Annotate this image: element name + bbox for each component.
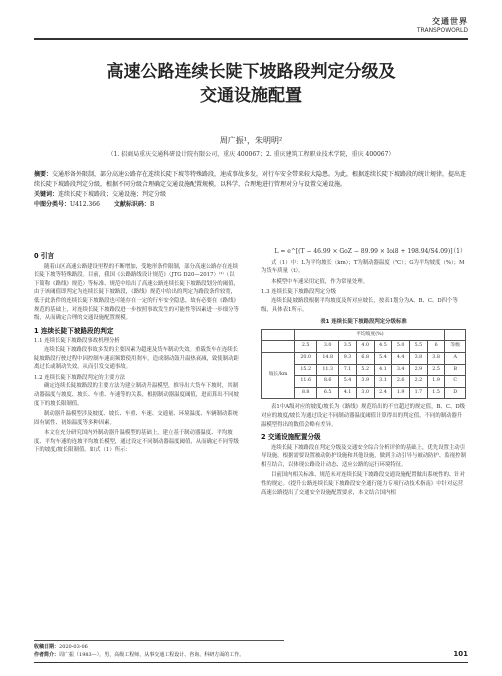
- table-cell: 3.9: [356, 376, 374, 388]
- table-header-cell: 2.5: [295, 341, 317, 353]
- formula-explanation: 式（1）中：L为平均坡长（km）；T为制动器温度（℃）；G为平均坡度（%）；M为货车质量（t）。: [261, 259, 465, 275]
- table-cell: 1.9: [392, 387, 410, 399]
- bottom-rule: [34, 662, 468, 663]
- abstract-block: [34, 170, 468, 210]
- table-header-cell: 5.5: [410, 341, 428, 353]
- left-column: [34, 248, 239, 457]
- table-cell: B: [445, 364, 466, 376]
- table-cell: 15.2: [295, 364, 317, 376]
- header-rule: [34, 38, 468, 40]
- table-row-label: 坡长/km: [262, 352, 295, 398]
- doc-value: B: [149, 201, 155, 208]
- table-cell: 5.2: [356, 364, 374, 376]
- table-header-cell: 5.0: [392, 341, 410, 353]
- table-header-cell: 4.5: [374, 341, 392, 353]
- table-row: [262, 352, 466, 364]
- clc-label: 中图分类号：: [34, 201, 71, 208]
- table-cell: 2.9: [410, 364, 428, 376]
- table-cell: 5.4: [374, 352, 392, 364]
- abstract-text: 交通形备外限制，部分高速公路存在连续长陡下坡等特殊路段，速成事故多发，对行车安全带来较大隐患。为此，根据连续长陡下坡路段的统计规律，提出连续长陡下坡路段判定分级，根据不同分级合理确定交通设施配置规模，以科学、合理地进行管理对分与设置交通设施。: [34, 171, 467, 188]
- table-cell: 7.1: [339, 364, 357, 376]
- table-subheader-row: [262, 329, 466, 341]
- table-cell: 2.4: [374, 387, 392, 399]
- keywords: [34, 190, 468, 200]
- formula-text: L = e^[(T − 46.99 × GoZ − 89.99 × Ioi8 + 198.94/S4.09)]: [274, 248, 453, 255]
- table-cell: D: [445, 387, 466, 399]
- table-header-blank: [262, 341, 295, 353]
- footnote: [34, 640, 284, 659]
- right-column: [261, 248, 466, 499]
- doc-label: 文献标识码：: [113, 201, 150, 208]
- table-cell: 3.0: [356, 387, 374, 399]
- table-header-cell: 等级: [445, 341, 466, 353]
- bio-label: 作者简介：: [34, 652, 60, 658]
- paper-title: [34, 60, 468, 108]
- keywords-text: 连续长陡下坡路段；交通设施；判定分级: [58, 191, 167, 198]
- formula-number: （1）: [450, 248, 466, 255]
- clc-value: U412.366: [70, 201, 100, 208]
- table-cell: 2.2: [410, 376, 428, 388]
- table-cell: 8.6: [317, 376, 339, 388]
- section-0-title: 0 引言: [34, 252, 55, 260]
- table-cell: 1.7: [410, 387, 428, 399]
- section-2-title: 2 交通设施配置分级: [261, 433, 321, 442]
- abstract-label: 摘要：: [34, 171, 53, 178]
- brand-cn: 交通世界: [432, 16, 468, 26]
- abstract: [34, 170, 468, 190]
- table-corner-right: [445, 329, 466, 341]
- table-header-row: [262, 341, 466, 353]
- grade-table: [261, 329, 466, 400]
- table-cell: 2.5: [427, 364, 445, 376]
- table-subheader: 平均坡度(%): [295, 329, 445, 341]
- table-cell: 14.8: [317, 352, 339, 364]
- table-header-cell: 4.0: [356, 341, 374, 353]
- title-line-2: 交通设施配置: [200, 86, 302, 106]
- table-cell: 1.5: [427, 387, 445, 399]
- table-cell: 11.3: [317, 364, 339, 376]
- brand-en: TRANSPOWORLD: [416, 27, 468, 34]
- table-cell: 4.1: [339, 387, 357, 399]
- table-cell: 6.8: [356, 352, 374, 364]
- received-line: [34, 643, 284, 651]
- classification-row: [34, 200, 468, 210]
- table-cell: A: [445, 352, 466, 364]
- table-cell: 20.0: [295, 352, 317, 364]
- table-cell: 6.5: [317, 387, 339, 399]
- section-1-3-paragraph: 连续长陡坡路段根据平均坡度及所对应坡长，按表1划分为A、B、C、D四个等级，具体表1所示。: [261, 297, 458, 313]
- section-1-2-title: 1.2 连续长陡下坡路段判定的主要方法: [34, 374, 126, 381]
- section-2-paragraph-1: 连续长陡下坡路段在判定分级及交通安全综合分析评价的基础上，优先设置主动引导设施，根据需要设置被动防护设施和其他设施，做到主动引导与被动防护、监视控制相互结合，以体现公路设计动态、适应公路的运行环境特征。: [261, 444, 466, 468]
- table-corner: [262, 329, 295, 341]
- table-cell: 8.8: [295, 387, 317, 399]
- received-label: 收稿日期：: [34, 644, 60, 650]
- table-cell: 3.8: [410, 352, 428, 364]
- section-0-paragraph: 随着山区高速公路建设里程的不断增加，受地形条件限制，部分高速公路存在连续长陡下坡等特殊路段。目前，我国《公路路线设计规范》（JTG D20—2017）⁽¹⁾（以下简称《路线》规范）等标准、规范中给出了高速公路连续长陡下坡路段划分的阈值，由于该阈值即判定为连续长陡下坡路段，《路线》规范中给出的判定为路段条件较宽，低于此条件的连续长陡下坡路段也可能存在一定的行车安全隐患，故有必要在《路线》规范的基础上，对连续长陡下坡路段进一步按照事故发生的可能性等因素进一步细分等级，从而确定合理的交通设施配置规模。: [34, 263, 239, 322]
- table-cell: 11.6: [295, 376, 317, 388]
- table-cell: 4.1: [374, 364, 392, 376]
- section-1-2-paragraph-2: 制动器升温模型涉及坡度、坡长、车重、车速、交通量、环境温度、车辆制动系统固有属性、初始温度等多种因素。: [34, 411, 239, 426]
- authors: 周广振¹，朱明明²: [219, 136, 283, 145]
- table-cell: C: [445, 376, 466, 388]
- table-1-title: 表1 连续长陡下坡路段判定分级标准: [320, 319, 407, 326]
- table-cell: 3.4: [392, 364, 410, 376]
- table-cell: 4.4: [392, 352, 410, 364]
- affiliation: （1. 招商局重庆交通科研设计院有限公司，重庆 400067；2. 重庆建筑工程职业技术学院，重庆 400067）: [107, 151, 395, 158]
- section-1-3-title: 1.3 连续长陡下坡路段判定分级: [261, 289, 336, 296]
- bio-text: 周广振（1983—），男，高级工程师，从事交通工程设计、咨询、科研方面的工作。: [59, 652, 245, 658]
- section-1-1-paragraph: 连续长陡下坡路段事故多发的主要因素为超速及货车制动失效。重载货车在连续长陡坡路段行驶过程中因控制车速而频繁使用刹车，造成制动鼓升温热衰减，致使制动距离过长或制动失效，从而引发交通事故。: [34, 346, 239, 371]
- section-1-1-title: 1.1 连续长陡下坡路段事故机理分析: [34, 338, 120, 345]
- section-1-2-paragraph-1: 确定连续长陡坡路段的主要方法为建立制动升温模型，推导出大货车下坡时，其制动器温度与坡度、坡长、车重、车速等的关系，根据制动器温度阈值，进而算出不同坡度下的坡长限制值。: [34, 383, 239, 407]
- table-header-cell: 3.5: [339, 341, 357, 353]
- table-cell: 9.3: [339, 352, 357, 364]
- bio-line: [34, 651, 284, 659]
- section-2-paragraph-2: 目前国内相关标准、规范未对连续长陡下坡路段交通设施配置做出系统性的、针对性的规定。《提升公路连续长陡下坡路段安全通行能力专项行动技术指南》中针对运营高速公路提出了交通安全设施配置要求，本文结合国内相: [261, 472, 466, 496]
- table-cell: 3.8: [427, 352, 445, 364]
- section-1-2-paragraph-3: 本文在充分研究国内外制动器升温模型的基础上，建立基于制动器温度、平均坡度、平均车速的连坡平均坡长模型，通过设定不同制动器温度阈值，从而确定不同等级下的坡度/坡长限制值。如式（1）所示：: [34, 430, 239, 454]
- table-explanation: 表1中A级对应的坡度/坡长为《路线》规范给出的不宜超过的规定值，B、C、D级对应的坡度/坡长为通过设定不同制动器温度阈值计算得出的判定值，不同的制动器升温模型得出的数值会略有差异。: [261, 404, 466, 428]
- table-cell: 1.9: [427, 376, 445, 388]
- table-cell: 3.1: [374, 376, 392, 388]
- table-header-cell: 3.0: [317, 341, 339, 353]
- received-date: 2020-03-06: [59, 644, 88, 650]
- formula-1: [261, 248, 466, 257]
- model-note: 本模型中车速采用定值，作为常量处理。: [271, 278, 369, 285]
- title-line-1: 高速公路连续长陡下坡路段判定分级及: [106, 62, 396, 82]
- page-number: 101: [453, 650, 468, 658]
- keywords-label: 关键词：: [34, 191, 59, 198]
- journal-brand: [417, 16, 468, 34]
- section-1-title: 1 连续长陡下坡路段的判定: [34, 326, 114, 335]
- table-header-cell: 6: [427, 341, 445, 353]
- table-cell: 5.4: [339, 376, 357, 388]
- table-cell: 2.6: [392, 376, 410, 388]
